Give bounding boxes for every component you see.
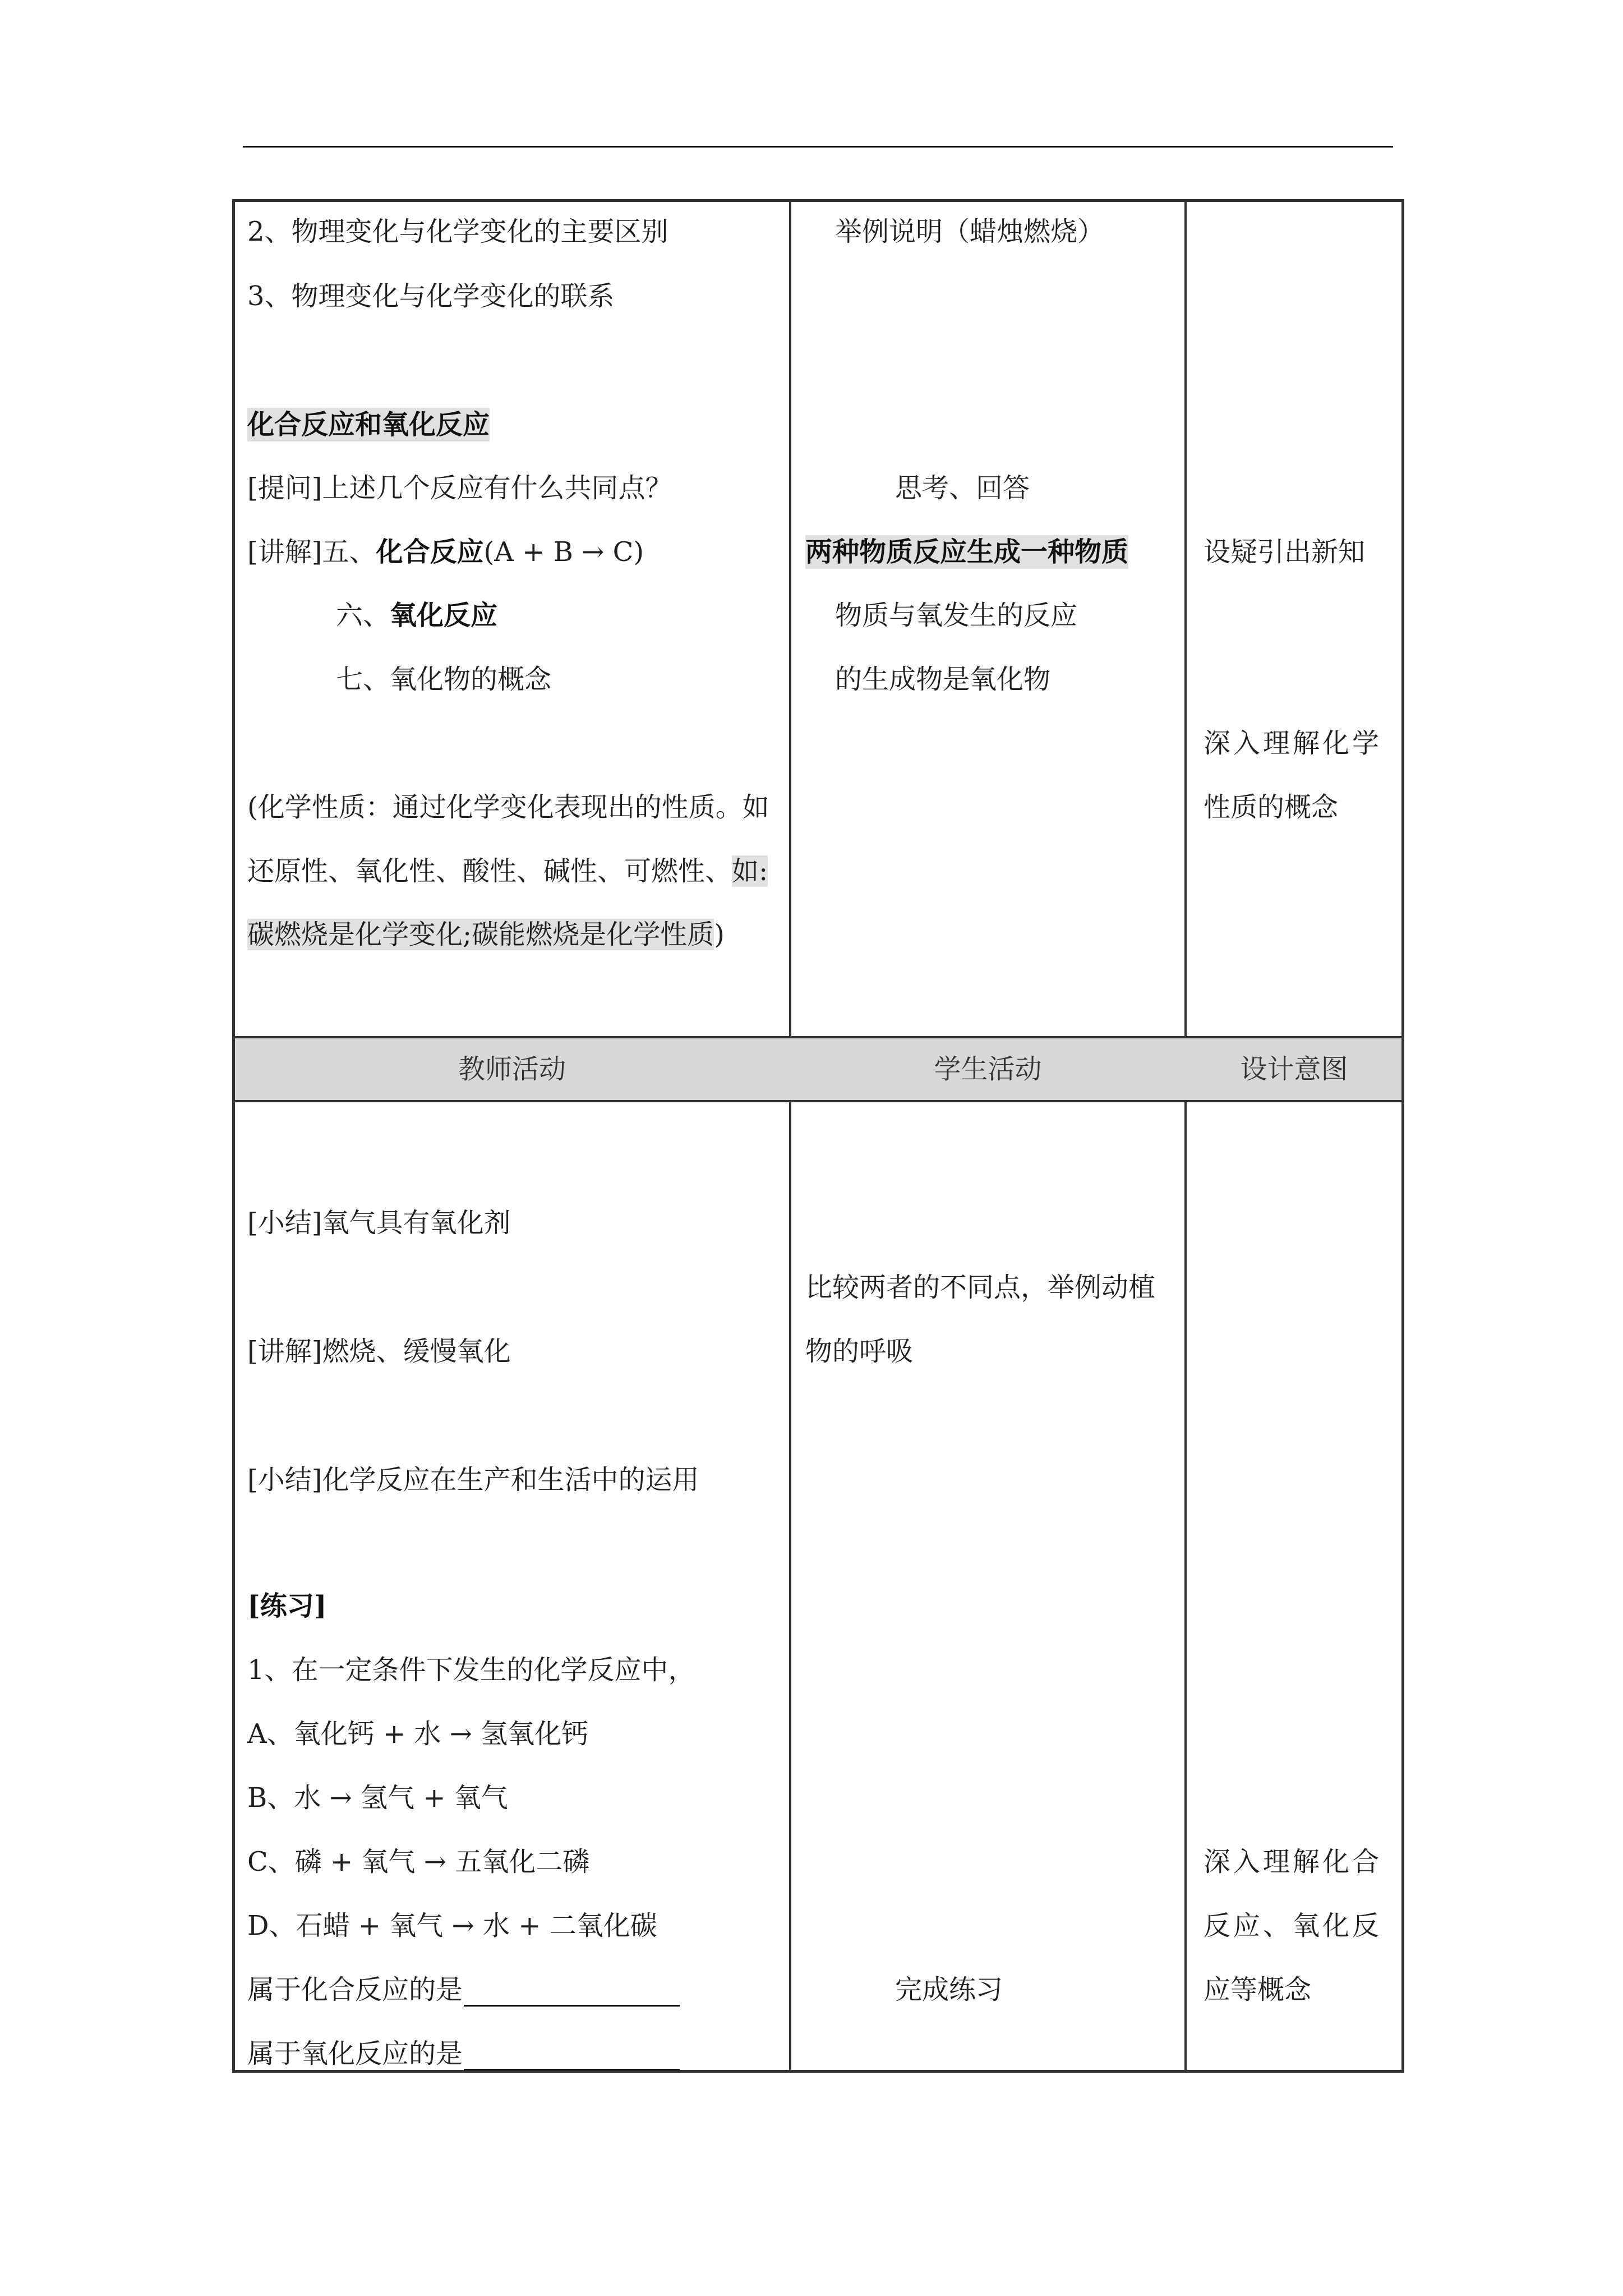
exercise-question-1: 1、在一定条件下发生的化学反应中， <box>247 1654 695 1686</box>
chemical-property-line-1: (化学性质：通过化学变化表现出的性质。如 <box>247 792 769 823</box>
column-divider-1 <box>789 202 791 2070</box>
student-compare-line-2: 物的呼吸 <box>805 1336 914 1367</box>
teacher-item-seven: 七、氧化物的概念 <box>336 664 552 695</box>
student-compare-line-1: 比较两者的不同点，举例动植 <box>805 1272 1156 1303</box>
answer-blank-oxidation[interactable] <box>464 2042 680 2070</box>
header-design-intent: 设计意图 <box>1240 1053 1348 1085</box>
intent-concepts-line-2: 反应、氧化反 <box>1204 1910 1382 1941</box>
item-six-prefix: 六、 <box>336 600 390 631</box>
exercise-option-d: D、石蜡 + 氧气 → 水 + 二氧化碳 <box>247 1910 657 1941</box>
lesson-plan-table <box>232 199 1404 2073</box>
student-combination-definition: 两种物质反应生成一种物质 <box>805 536 1129 568</box>
header-student-activity: 学生活动 <box>934 1053 1042 1085</box>
intent-concepts-line-1: 深入理解化合 <box>1204 1846 1382 1878</box>
exercise-blank-combination <box>247 1973 680 2007</box>
section-heading-combination-oxidation: 化合反应和氧化反应 <box>247 409 490 440</box>
blank-combination-label: 属于化合反应的是 <box>247 1974 463 2005</box>
intent-chemical-property-line-1: 深入理解化学 <box>1204 728 1382 759</box>
exercise-option-c: C、磷 + 氧气 → 五氧化二磷 <box>247 1846 590 1878</box>
teacher-lecture-combination <box>247 535 644 569</box>
oxidation-reaction-term: 氧化反应 <box>390 600 498 631</box>
chemical-property-line-2 <box>247 854 768 888</box>
chemical-property-line-3-highlight: 碳燃烧是化学变化;碳能燃烧是化学性质 <box>247 919 714 950</box>
intent-chemical-property-line-2: 性质的概念 <box>1204 792 1339 823</box>
header-teacher-activity: 教师活动 <box>458 1053 566 1085</box>
student-example: 举例说明（蜡烛燃烧） <box>835 216 1105 247</box>
teacher-item-six <box>336 599 497 632</box>
combination-formula: (A + B → C) <box>483 536 644 568</box>
intent-concepts-line-3: 应等概念 <box>1204 1974 1312 2005</box>
teacher-item-3: 3、物理变化与化学变化的联系 <box>247 280 615 312</box>
teacher-question: [提问]上述几个反应有什么共同点？ <box>247 472 672 504</box>
exercise-blank-oxidation <box>247 2037 680 2070</box>
student-oxide-definition: 的生成物是氧化物 <box>835 664 1051 695</box>
blank-oxidation-label: 属于氧化反应的是 <box>247 2038 463 2069</box>
combination-reaction-term: 化合反应 <box>376 536 484 568</box>
exercise-option-a: A、氧化钙 + 水 → 氢氧化钙 <box>247 1718 589 1750</box>
header-bottom-border <box>235 1100 1401 1102</box>
lecture-prefix: [讲解]五、 <box>247 536 376 568</box>
chemical-property-line-3 <box>247 918 725 951</box>
teacher-summary-oxygen: [小结]氧气具有氧化剂 <box>247 1207 511 1239</box>
intent-new-knowledge: 设疑引出新知 <box>1204 536 1366 568</box>
teacher-summary-applications: [小结]化学反应在生产和生活中的运用 <box>247 1464 699 1496</box>
exercise-heading: [练习] <box>247 1590 327 1622</box>
chemical-property-line-2-highlight: 如: <box>732 855 768 887</box>
answer-blank-combination[interactable] <box>464 1978 680 2007</box>
chemical-property-line-3-end: ) <box>714 919 725 950</box>
table-header-row <box>235 1038 1401 1101</box>
student-complete-exercise: 完成练习 <box>895 1974 1003 2005</box>
exercise-option-b: B、水 → 氢气 + 氧气 <box>247 1782 508 1814</box>
teacher-item-2: 2、物理变化与化学变化的主要区别 <box>247 216 668 247</box>
page-header-rule <box>243 146 1393 148</box>
student-oxidation-definition: 物质与氧发生的反应 <box>835 600 1078 631</box>
teacher-lecture-combustion: [讲解]燃烧、缓慢氧化 <box>247 1336 511 1367</box>
column-divider-2 <box>1184 202 1187 2070</box>
student-think-answer: 思考、回答 <box>895 472 1030 504</box>
header-top-border <box>235 1036 1401 1038</box>
chemical-property-line-2-text: 还原性、氧化性、酸性、碱性、可燃性、 <box>247 855 732 887</box>
